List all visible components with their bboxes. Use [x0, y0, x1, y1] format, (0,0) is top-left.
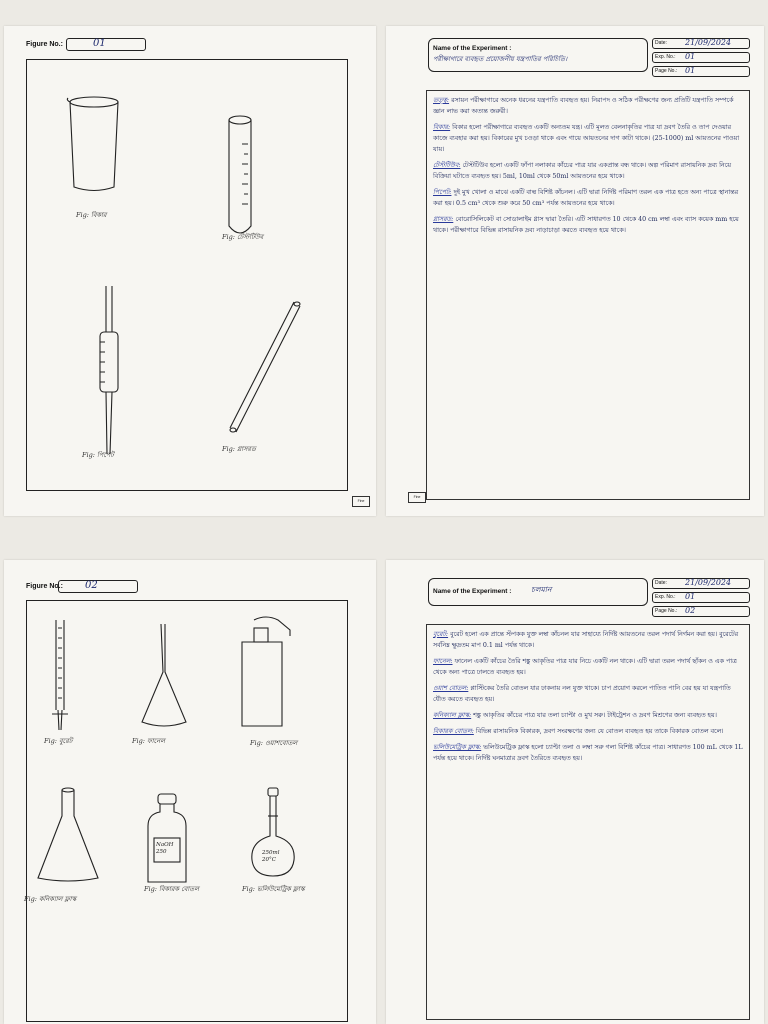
brand-logo: Fine: [352, 496, 370, 507]
date-value: 21/09/2024: [685, 578, 732, 587]
caption-burette: Fig: বুরেট: [44, 737, 73, 745]
experiment-name-box: [428, 38, 648, 72]
figure-sheet-1: [4, 26, 376, 516]
experiment-name-box: [428, 578, 648, 606]
figure-no-label: Figure No.:: [26, 41, 63, 48]
paragraph-reagent-bottle: বিকারক বোতল: বিভিন্ন রাসায়নিক বিকারক, দ্রবণ সংরক্ষণের জন্য যে বোতল ব্যবহৃত হয় তাকে বিকারক বোতল বলে।: [433, 728, 724, 735]
paragraph-volumetric-flask: ভলিউমেট্রিক ফ্লাস্ক: ভলিউমেট্রিক ফ্লাস্ক হলো চ্যাপ্টা তলা ও লম্বা সরু গলা বিশিষ্ট কাঁচের পাত্র। সাধারণত 100 mL থেকে 1L পর্যন্ত হয়ে থাকে। নির্দিষ্ট ঘনমাত্রার দ্রবণ তৈরিতে ব্যবহৃত হয়।: [433, 744, 743, 762]
paragraph-beaker: বিকার: বিকার হলো পরীক্ষাগারে ব্যবহৃত একটি অন্যতম যন্ত্র। এটি মূলত বেলনাকৃতির পাত্র যা দ্রবণ তৈরি ও তাপ দেওয়ার কাজে ব্যবহার করা হয়। বিকারের মুখ চওড়া থাকে এবং গায়ে আয়তনের দাগ কাটা থাকে। (25-1000) ml আয়তনের পাওয়া যায়।: [433, 124, 740, 153]
experiment-name-value: চলমান: [531, 585, 552, 594]
exp-no-value: 01: [685, 52, 696, 61]
paragraph-test-tube: টেস্টটিউব: টেস্টটিউব হলো একটি ফাঁপা নলাকার কাঁচের পাত্র যার একপ্রান্ত বন্ধ থাকে। অল্প পরিমাণ রাসায়নিক দ্রব্য নিয়ে বিক্রিয়া ঘটাতে ব্যবহৃত হয়। 5ml, 10ml থেকে 50ml আয়তনের হয়ে থাকে।: [433, 162, 731, 180]
pipette-drawing: [89, 284, 129, 464]
conical-flask-drawing: [34, 786, 104, 886]
paragraph-burette: বুরেট: বুরেট হলো এক প্রান্তে স্টপকক যুক্ত লম্বা কাঁচনল যার সাহায্যে নির্দিষ্ট আয়তনের তরল পদার্থ নির্গমন করা হয়। বুরেটের সর্বনিম্ন ক্ষুদ্রতম মাপ 0.1 ml পর্যন্ত থাকে।: [433, 631, 739, 649]
date-label: Date:: [655, 580, 667, 586]
notes-text-box: [426, 624, 750, 1020]
caption-volumetric-flask: Fig: ভলিউমেট্রিক ফ্লাস্ক: [242, 885, 305, 893]
burette-drawing: [46, 618, 76, 738]
page-no-field: [652, 66, 750, 77]
figure-no-box: [58, 580, 138, 593]
wash-bottle-drawing: [232, 616, 302, 736]
experiment-name-label: Name of the Experiment :: [433, 45, 512, 52]
glass-rod-drawing: [226, 298, 306, 438]
exp-no-field: [652, 52, 750, 63]
date-label: Date:: [655, 40, 667, 46]
figure-number: 02: [85, 580, 98, 591]
funnel-drawing: [134, 622, 194, 732]
volumetric-flask-label: 250ml 20°C: [262, 850, 280, 863]
date-field: [652, 38, 750, 49]
exp-no-field: [652, 592, 750, 603]
date-field: [652, 578, 750, 589]
notes-sheet-2: [386, 560, 764, 1024]
caption-beaker: Fig: বিকার: [76, 211, 107, 219]
caption-conical-flask: Fig: কনিক্যাল ফ্লাস্ক: [24, 895, 77, 903]
exp-no-label: Exp. No.:: [655, 54, 676, 60]
caption-test-tube: Fig: টেস্টটিউব: [222, 233, 264, 241]
caption-pipette: Fig: পিপেট: [82, 451, 114, 459]
paragraph-theory: তত্ত্ব: রসায়ন পরীক্ষাগারে অনেক ধরনের যন্ত্রপাতি ব্যবহৃত হয়। নিরাপদ ও সঠিক পরীক্ষণের জন্য প্রতিটি যন্ত্রপাতি সম্পর্কে জ্ঞান লাভ করা অত্যন্ত জরুরী।: [433, 97, 734, 115]
page-no-value: 01: [685, 66, 696, 75]
caption-funnel: Fig: ফানেল: [132, 737, 165, 745]
brand-logo: Fine: [408, 492, 426, 503]
page-no-label: Page No.:: [655, 68, 678, 74]
experiment-name-label: Name of the Experiment :: [433, 588, 512, 595]
figure-no-label: Figure No.:: [26, 583, 63, 590]
paragraph-wash-bottle: ওয়াশ বোতল: প্লাস্টিকের তৈরি বোতল যার ঢাকনায় নল যুক্ত থাকে। চাপ প্রয়োগ করলে পাতিত পানি বের হয় যা যন্ত্রপাতি ধৌত করতে ব্যবহৃত হয়।: [433, 685, 731, 703]
page-no-value: 02: [685, 606, 696, 615]
volumetric-flask-drawing: [244, 786, 304, 886]
figure-number: 01: [93, 38, 106, 49]
notes-sheet-1: [386, 26, 764, 516]
caption-glass-rod: Fig: গ্লাসরড: [222, 445, 256, 453]
figure-sheet-2: [4, 560, 376, 1024]
page-no-label: Page No.:: [655, 608, 678, 614]
experiment-name-value: পরীক্ষাগারে ব্যবহৃত প্রয়োজনীয় যন্ত্রপাতির পরিচিতি।: [433, 55, 568, 63]
test-tube-drawing: [222, 114, 262, 244]
paragraph-funnel: ফানেল: ফানেল একটি কাঁচের তৈরি শঙ্কু আকৃতির পাত্র যার নিচে একটি নল থাকে। এটি দ্বারা তরল পদার্থ ছাঁকন ও এক পাত্র থেকে অন্য পাত্রে ঢালতে ব্যবহৃত হয়।: [433, 658, 737, 676]
notes-text-box: [426, 90, 750, 500]
exp-no-label: Exp. No.:: [655, 594, 676, 600]
date-value: 21/09/2024: [685, 38, 732, 47]
paragraph-glass-rod: গ্লাসরড: বোরোসিলিকেট বা সোডালাইম গ্লাস দ্বারা তৈরি। এটি সাধারণত 10 থেকে 40 cm লম্বা এবং ব্যাস কয়েক mm হয়ে থাকে। পরীক্ষাগারে বিভিন্ন রাসায়নিক দ্রব্য নাড়াচাড়া করতে ব্যবহৃত হয়ে থাকে।: [433, 216, 739, 234]
figure-no-box: [66, 38, 146, 51]
page-no-field: [652, 606, 750, 617]
beaker-drawing: [64, 92, 124, 202]
caption-wash-bottle: Fig: ওয়াশবোতল: [250, 739, 298, 747]
caption-reagent-bottle: Fig: বিকারক বোতল: [144, 885, 199, 893]
paragraph-pipette: পিপেট: দুই মুখ খোলা ও মাঝে একটি বাল্ব বিশিষ্ট কাঁচনল। এটি দ্বারা নির্দিষ্ট পরিমাণ তরল এক পাত্র হতে অন্য পাত্রে স্থানান্তর করা হয়। 0.5 cm³ থেকে শুরু করে 50 cm³ পর্যন্ত আয়তনের হয়ে থাকে।: [433, 189, 739, 207]
paragraph-conical-flask: কনিক্যাল ফ্লাস্ক: শঙ্কু আকৃতির কাঁচের পাত্র যার তলা চ্যাপ্টা ও মুখ সরু। টাইট্রেশন ও দ্রবণ মিশ্রণের জন্য ব্যবহৃত হয়।: [433, 712, 717, 719]
reagent-bottle-label: NaOH 250: [156, 842, 174, 855]
exp-no-value: 01: [685, 592, 696, 601]
